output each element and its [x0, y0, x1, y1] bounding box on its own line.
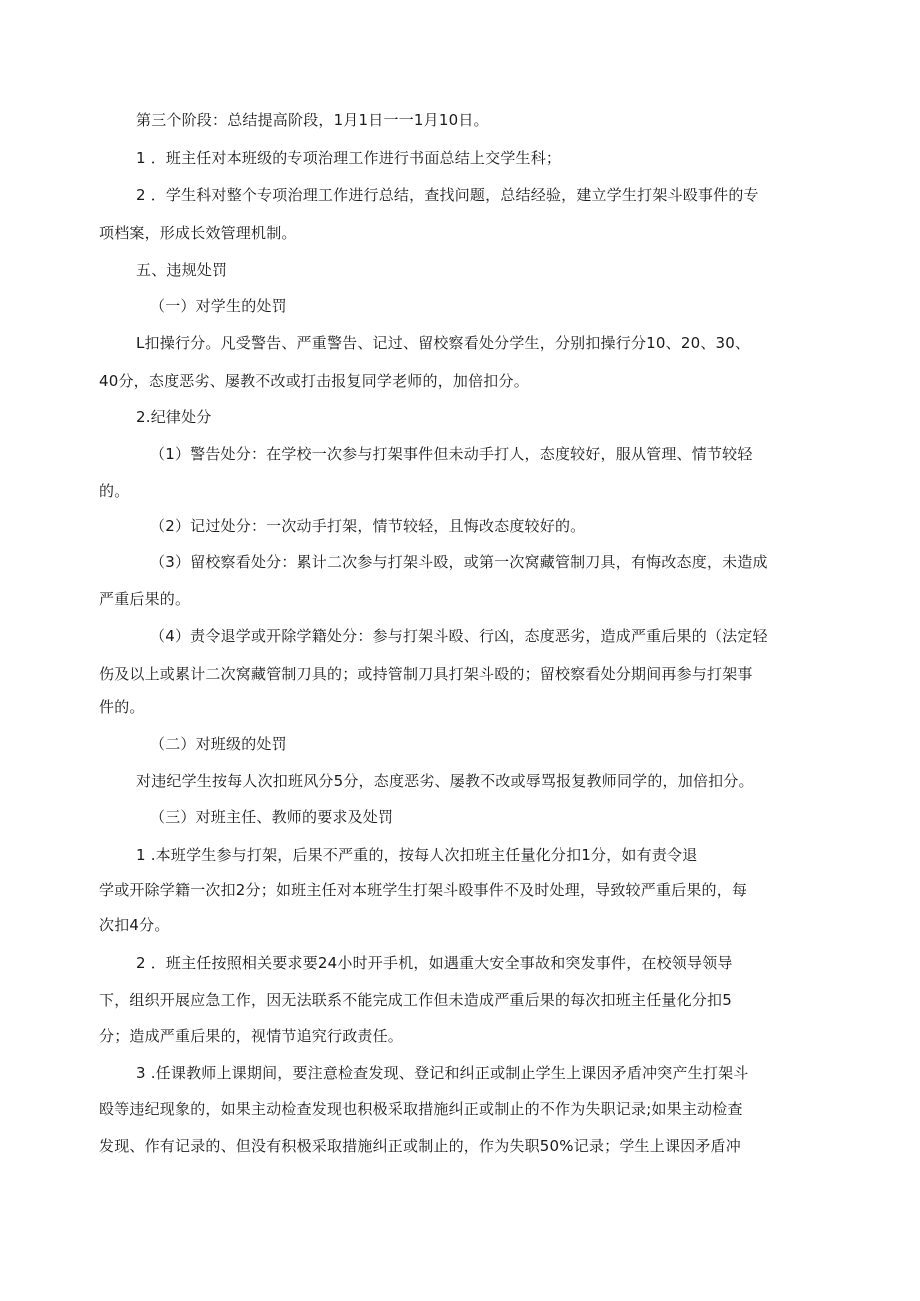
list-item: 2 ．班主任按照相关要求要24小时开手机，如遇重大安全事故和突发事件，在校领导领导: [136, 954, 733, 972]
text-line: 分；造成严重后果的，视情节追究行政责任。: [99, 1027, 404, 1045]
list-item: （1）警告处分：在学校一次参与打架事件但未动手打人，态度较好，服从管理、情节较轻: [150, 445, 753, 463]
list-item: 1 .本班学生参与打架，后果不严重的，按每人次扣班主任量化分扣1分，如有责令退: [136, 846, 698, 864]
text-line: 严重后果的。: [99, 590, 191, 608]
subsection-heading: 2.纪律处分: [136, 408, 212, 426]
subsection-heading: （一）对学生的处罚: [150, 297, 287, 315]
text-line: L扣操行分。凡受警告、严重警告、记过、留校察看处分学生，分别扣操行分10、20、30、: [136, 334, 751, 352]
list-item: 3 .任课教师上课期间，要注意检查发现、登记和纠正或制止学生上课因矛盾冲突产生打架斗: [136, 1064, 749, 1082]
subsection-heading: （二）对班级的处罚: [150, 735, 287, 753]
text-line: 学或开除学籍一次扣2分；如班主任对本班学生打架斗殴事件不及时处理，导致较严重后果的，每: [99, 881, 748, 899]
list-item: 2 ．学生科对整个专项治理工作进行总结，查找问题，总结经验，建立学生打架斗殴事件的专: [136, 186, 759, 204]
section-heading: 五、违规处罚: [136, 261, 228, 279]
text-line: 第三个阶段：总结提高阶段，1月1日一一1月10日。: [136, 111, 489, 129]
list-item: 1 ．班主任对本班级的专项治理工作进行书面总结上交学生科；: [136, 149, 562, 167]
text-line: 发现、作有记录的、但没有积极采取措施纠正或制止的，作为失职50%记录；学生上课因矛盾冲: [99, 1137, 741, 1155]
text-line: 件的。: [99, 698, 145, 716]
text-line: 项档案，形成长效管理机制。: [99, 224, 297, 242]
subsection-heading: （三）对班主任、教师的要求及处罚: [150, 808, 394, 826]
text-line: 40分，态度恶劣、屡教不改或打击报复同学老师的，加倍扣分。: [99, 372, 529, 390]
text-line: 次扣4分。: [99, 916, 170, 934]
list-item: （4）责令退学或开除学籍处分：参与打架斗殴、行凶，态度恶劣，造成严重后果的（法定轻: [150, 627, 768, 645]
text-line: 伤及以上或累计二次窝藏管制刀具的；或持管制刀具打架斗殴的；留校察看处分期间再参与打架事: [99, 665, 753, 683]
text-line: 的。: [99, 482, 130, 500]
text-line: 下，组织开展应急工作，因无法联系不能完成工作但未造成严重后果的每次扣班主任量化分扣5: [99, 991, 732, 1009]
text-line: 对违纪学生按每人次扣班风分5分，态度恶劣、屡教不改或辱骂报复教师同学的，加倍扣分。: [136, 772, 754, 790]
list-item: （2）记过处分：一次动手打架，情节较轻，且悔改态度较好的。: [150, 517, 586, 535]
text-line: 殴等违纪现象的，如果主动检查发现也积极采取措施纠正或制止的不作为失职记录;如果主动检查: [99, 1100, 743, 1118]
list-item: （3）留校察看处分：累计二次参与打架斗殴，或第一次窝藏管制刀具，有悔改态度，未造成: [150, 553, 768, 571]
